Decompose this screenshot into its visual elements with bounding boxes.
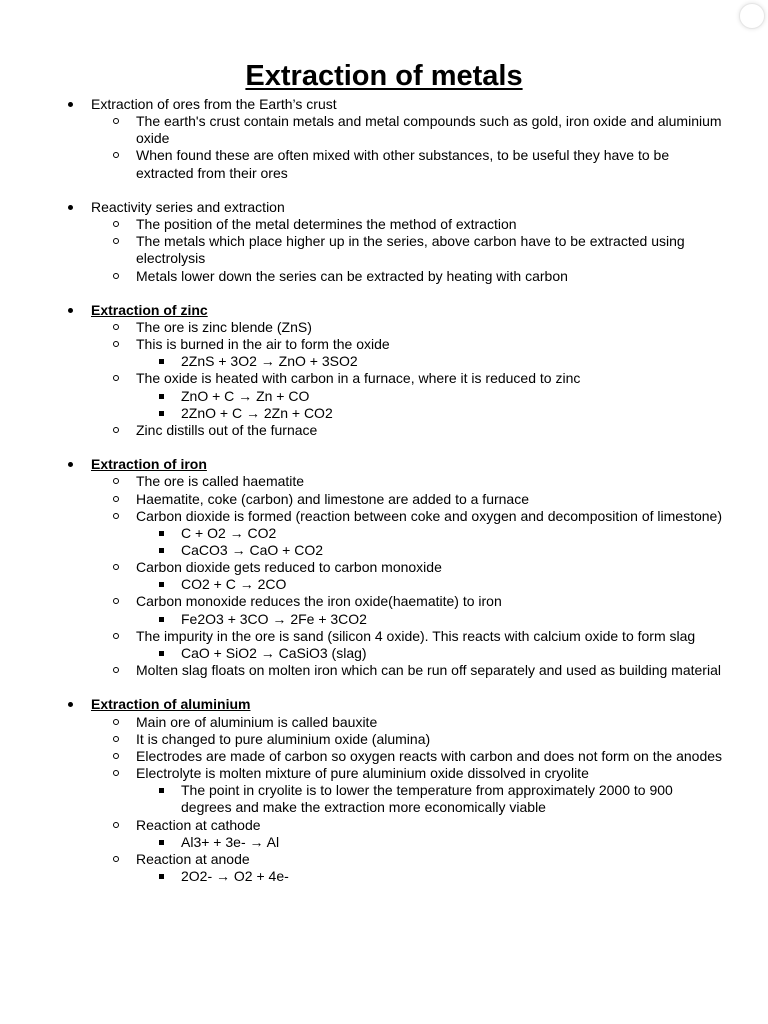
- section-heading: Extraction of iron: [91, 456, 207, 473]
- list-item: The ore is zinc blende (ZnS): [0, 319, 726, 336]
- list-item: It is changed to pure aluminium oxide (alumina): [0, 731, 726, 748]
- sub-item: The point in cryolite is to lower the temperature from approximately 2000 to 900 degrees and make the extraction more economically viable: [0, 782, 726, 816]
- section-extraction-of-zinc: [0, 302, 711, 439]
- section-ores-from-crust: [0, 96, 722, 182]
- section-reactivity-series: [0, 199, 711, 285]
- equation-item: 2O2- → O2 + 4e-: [0, 868, 726, 885]
- list-item: The oxide is heated with carbon in a furnace, where it is reduced to zinc ZnO + C → Zn + CO 2ZnO + C → 2Zn + CO2: [0, 370, 726, 421]
- equation-item: CaO + SiO2 → CaSiO3 (slag): [0, 645, 726, 662]
- list-item: When found these are often mixed with other substances, to be useful they have to be extracted from their ores: [0, 147, 726, 181]
- list-item: Reaction at cathode Al3+ + 3e- → Al: [0, 817, 726, 851]
- section-heading: Reactivity series and extraction: [91, 198, 285, 215]
- list-item: Electrolyte is molten mixture of pure aluminium oxide dissolved in cryolite The point in cryolite is to lower the temperature from approximately 2000 to 900 degrees and make the extraction more economically viable: [0, 765, 726, 816]
- corner-circle-button[interactable]: [739, 3, 765, 29]
- section-extraction-of-aluminium: [0, 696, 723, 885]
- list-item: The earth's crust contain metals and metal compounds such as gold, iron oxide and aluminium oxide: [0, 113, 726, 147]
- document-body: [0, 96, 768, 885]
- equation-item: CO2 + C → 2CO: [0, 576, 726, 593]
- equation-item: Fe2O3 + 3CO → 2Fe + 3CO2: [0, 611, 726, 628]
- equation-item: 2ZnO + C → 2Zn + CO2: [0, 405, 726, 422]
- outline-list: [0, 96, 768, 885]
- section-heading: Extraction of aluminium: [91, 696, 251, 713]
- list-item: The impurity in the ore is sand (silicon 4 oxide). This reacts with calcium oxide to form slag CaO + SiO2 → CaSiO3 (slag): [0, 628, 726, 662]
- section-heading: Extraction of zinc: [91, 301, 208, 318]
- equation-item: Al3+ + 3e- → Al: [0, 834, 726, 851]
- list-item: Carbon dioxide is formed (reaction between coke and oxygen and decomposition of limestone) C + O2 → CO2 CaCO3 → CaO + CO2: [0, 508, 726, 559]
- equation-item: ZnO + C → Zn + CO: [0, 388, 726, 405]
- section-heading: Extraction of ores from the Earth’s crust: [91, 96, 337, 112]
- equation-item: C + O2 → CO2: [0, 525, 726, 542]
- equation-item: 2ZnS + 3O2 → ZnO + 3SO2: [0, 353, 726, 370]
- list-item: This is burned in the air to form the oxide 2ZnS + 3O2 → ZnO + 3SO2: [0, 336, 726, 370]
- list-item: Main ore of aluminium is called bauxite: [0, 714, 726, 731]
- list-item: The metals which place higher up in the series, above carbon have to be extracted using electrolysis: [0, 233, 726, 267]
- list-item: Carbon monoxide reduces the iron oxide(haematite) to iron Fe2O3 + 3CO → 2Fe + 3CO2: [0, 593, 726, 627]
- equation-item: CaCO3 → CaO + CO2: [0, 542, 726, 559]
- list-item: Metals lower down the series can be extracted by heating with carbon: [0, 268, 726, 285]
- list-item: Carbon dioxide gets reduced to carbon monoxide CO2 + C → 2CO: [0, 559, 726, 593]
- page-title: Extraction of metals: [245, 60, 523, 92]
- list-item: The ore is called haematite: [0, 473, 726, 490]
- list-item: The position of the metal determines the method of extraction: [0, 216, 726, 233]
- list-item: Haematite, coke (carbon) and limestone are added to a furnace: [0, 491, 726, 508]
- list-item: Molten slag floats on molten iron which can be run off separately and used as building material: [0, 662, 726, 679]
- list-item: Reaction at anode 2O2- → O2 + 4e-: [0, 851, 726, 885]
- section-extraction-of-iron: [0, 456, 723, 679]
- list-item: Electrodes are made of carbon so oxygen reacts with carbon and does not form on the anodes: [0, 748, 726, 765]
- list-item: Zinc distills out of the furnace: [0, 422, 726, 439]
